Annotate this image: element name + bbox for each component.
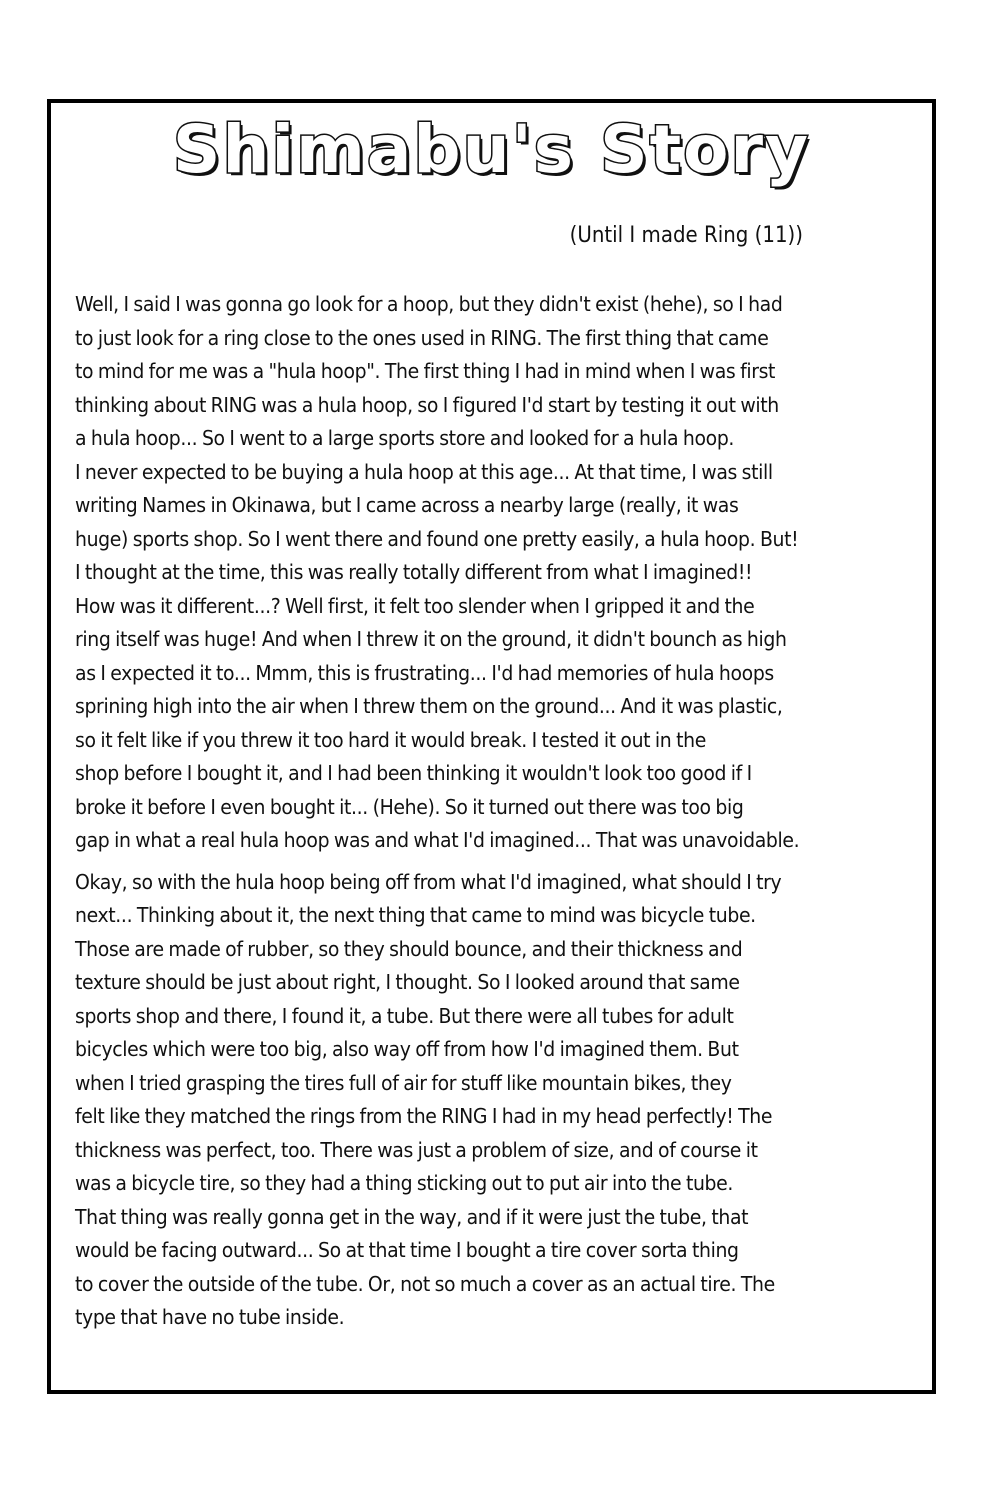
text-line: would be facing outward... So at that time I bought a tire cover sorta thing [75, 1238, 739, 1262]
text-line: ring itself was huge! And when I threw it on the ground, it didn't bounch as high [75, 627, 787, 651]
text-line: I never expected to be buying a hula hoop at this age... At that time, I was still [75, 459, 773, 484]
page-title: Shimabu's Story [172, 111, 811, 188]
text-line: shop before I bought it, and I had been thinking it wouldn't look too good if I [75, 761, 752, 785]
text-line: type that have no tube inside. [75, 1305, 345, 1329]
text-line: to cover the outside of the tube. Or, not so much a cover as an actual tire. The [75, 1271, 775, 1296]
text-line: How was it different...? Well first, it felt too slender when I gripped it and the [75, 593, 755, 618]
text-line: broke it before I even bought it... (Hehe). So it turned out there was too big [75, 794, 744, 819]
page-subtitle: (Until I made Ring (11)) [569, 223, 803, 248]
text-line: was a bicycle tire, so they had a thing sticking out to put air into the tube. [75, 1171, 734, 1195]
text-line: thinking about RING was a hula hoop, so I figured I'd start by testing it out with [75, 392, 779, 417]
text-line: bicycles which were too big, also way off from how I'd imagined them. But [75, 1037, 739, 1061]
text-line: felt like they matched the rings from the RING I had in my head perfectly! The [75, 1104, 773, 1128]
text-line: a hula hoop... So I went to a large sports store and looked for a hula hoop. [75, 426, 735, 450]
text-line: Okay, so with the hula hoop being off from what I'd imagined, what should I try [75, 869, 782, 894]
text-line: Those are made of rubber, so they should bounce, and their thickness and [75, 936, 743, 961]
text-line: That thing was really gonna get in the way, and if it were just the tube, that [75, 1204, 749, 1229]
story-body [75, 288, 857, 1343]
text-line: huge) sports shop. So I went there and found one pretty easily, a hula hoop. But! [75, 526, 799, 551]
text-line: texture should be just about right, I thought. So I looked around that same [75, 970, 740, 994]
text-line: writing Names in Okinawa, but I came across a nearby large (really, it was [75, 493, 739, 517]
paragraph-2 [75, 866, 857, 1335]
text-line: sports shop and there, I found it, a tube. But there were all tubes for adult [75, 1003, 734, 1028]
story-panel [47, 99, 936, 1394]
text-line: gap in what a real hula hoop was and what I'd imagined... That was unavoidable. [75, 828, 800, 852]
text-line: so it felt like if you threw it too hard it would break. I tested it out in the [75, 727, 706, 752]
text-line: when I tried grasping the tires full of air for stuff like mountain bikes, they [75, 1070, 732, 1095]
paragraph-1 [75, 288, 857, 858]
text-line: sprining high into the air when I threw them on the ground... And it was plastic, [75, 694, 783, 718]
text-line: to mind for me was a "hula hoop". The first thing I had in mind when I was first [75, 359, 776, 383]
text-line: to just look for a ring close to the ones used in RING. The first thing that came [75, 325, 769, 350]
text-line: next... Thinking about it, the next thing that came to mind was bicycle tube. [75, 903, 756, 927]
text-line: thickness was perfect, too. There was just a problem of size, and of course it [75, 1137, 758, 1162]
text-line: I thought at the time, this was really totally different from what I imagined!! [75, 560, 753, 584]
text-line: as I expected it to... Mmm, this is frustrating... I'd had memories of hula hoops [75, 660, 774, 685]
text-line: Well, I said I was gonna go look for a hoop, but they didn't exist (hehe), so I had [75, 292, 783, 316]
